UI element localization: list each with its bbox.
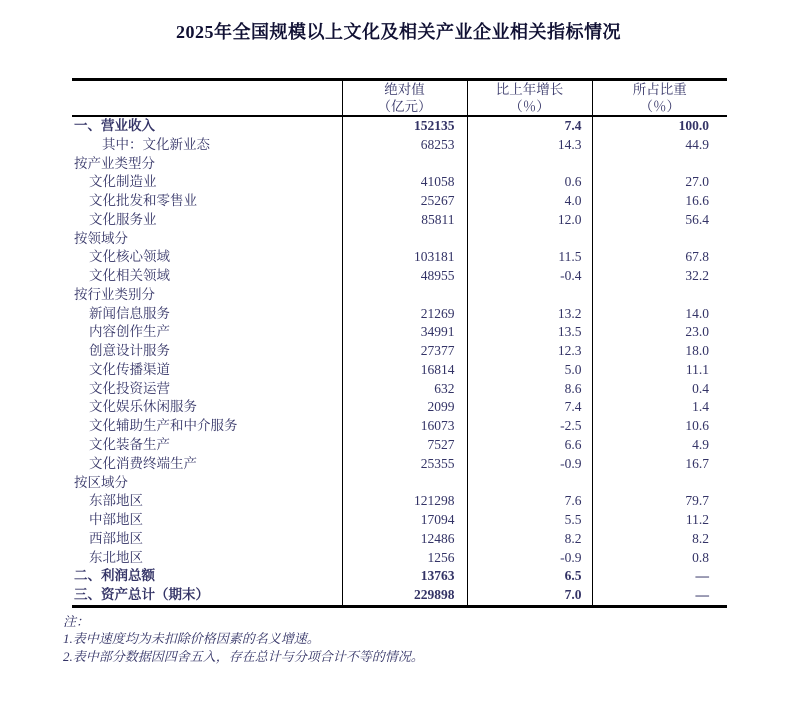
share-cell: 1.4 [592, 398, 727, 417]
row-label-cell: 东北地区 [89, 549, 143, 565]
header-cell-absolute-value [342, 80, 467, 117]
share-cell: 14.0 [592, 305, 727, 324]
row-label-cell: 文化装备生产 [89, 437, 170, 453]
table-row [72, 586, 727, 606]
note-item: 2.表中部分数据因四舍五入，存在总计与分项合计不等的情况。 [63, 648, 424, 664]
row-label-cell: 文化核心领域 [89, 249, 170, 265]
growth-cell: -0.4 [467, 267, 592, 286]
share-cell: 16.7 [592, 455, 727, 474]
table-row [72, 342, 727, 361]
absolute-value-cell: 34991 [342, 323, 467, 342]
absolute-value-cell: 41058 [342, 173, 467, 192]
indicators-table [72, 78, 727, 608]
share-cell: — [592, 586, 727, 606]
table-row [72, 530, 727, 549]
share-cell: 11.2 [592, 511, 727, 530]
share-cell: 23.0 [592, 323, 727, 342]
absolute-value-cell [342, 474, 467, 493]
absolute-value-cell: 21269 [342, 305, 467, 324]
growth-cell: 13.2 [467, 305, 592, 324]
table-row [72, 417, 727, 436]
table-row [72, 436, 727, 455]
growth-cell: 8.6 [467, 380, 592, 399]
row-label-cell: 文化消费终端生产 [89, 455, 197, 471]
share-cell: 32.2 [592, 267, 727, 286]
share-cell [592, 286, 727, 305]
share-cell: 0.8 [592, 549, 727, 568]
row-label-cell: 按领域分 [74, 230, 128, 246]
table-row [72, 286, 727, 305]
table-row [72, 211, 727, 230]
row-label-cell: 西部地区 [89, 530, 143, 546]
share-cell: 79.7 [592, 492, 727, 511]
row-label-cell: 中部地区 [89, 512, 143, 528]
absolute-value-cell: 16814 [342, 361, 467, 380]
growth-cell [467, 230, 592, 249]
table-row [72, 267, 727, 286]
note-item: 1.表中速度均为未扣除价格因素的名义增速。 [63, 631, 320, 647]
share-cell [592, 155, 727, 174]
header-line-1: 比上年增长 [495, 82, 564, 97]
absolute-value-cell: 2099 [342, 398, 467, 417]
row-label-cell: 其中：文化新业态 [102, 136, 210, 152]
row-label-cell: 文化批发和零售业 [89, 193, 197, 209]
header-line-1: 所占比重 [632, 82, 687, 97]
notes [63, 613, 797, 666]
header-line-2: （％） [509, 99, 550, 114]
share-cell: 18.0 [592, 342, 727, 361]
absolute-value-cell: 103181 [342, 248, 467, 267]
table-row [72, 511, 727, 530]
absolute-value-cell: 68253 [342, 136, 467, 155]
growth-cell: 14.3 [467, 136, 592, 155]
table-body [72, 116, 727, 606]
row-label-cell: 东部地区 [89, 493, 143, 509]
table-header-row [72, 80, 727, 117]
share-cell: 56.4 [592, 211, 727, 230]
share-cell: — [592, 567, 727, 586]
growth-cell: 6.5 [467, 567, 592, 586]
table-row [72, 305, 727, 324]
header-line-2: （％） [639, 99, 680, 114]
header-line-1: 绝对值 [384, 82, 425, 97]
absolute-value-cell: 1256 [342, 549, 467, 568]
header-cell-share [592, 80, 727, 117]
absolute-value-cell: 17094 [342, 511, 467, 530]
growth-cell: 7.6 [467, 492, 592, 511]
header-cell-indicator [72, 80, 342, 117]
table-row [72, 230, 727, 249]
table-row [72, 455, 727, 474]
growth-cell: 8.2 [467, 530, 592, 549]
growth-cell: -0.9 [467, 549, 592, 568]
growth-cell: 5.0 [467, 361, 592, 380]
row-label-cell: 新闻信息服务 [89, 305, 170, 321]
absolute-value-cell [342, 230, 467, 249]
share-cell [592, 230, 727, 249]
table-row [72, 192, 727, 211]
absolute-value-cell: 12486 [342, 530, 467, 549]
row-label-cell: 按区域分 [74, 474, 128, 490]
note-heading: 注： [63, 613, 90, 629]
header-line-2: （亿元） [377, 99, 432, 114]
absolute-value-cell: 152135 [342, 116, 467, 136]
absolute-value-cell: 27377 [342, 342, 467, 361]
table-row [72, 398, 727, 417]
table-row [72, 248, 727, 267]
row-label-cell: 文化辅助生产和中介服务 [89, 418, 238, 434]
absolute-value-cell: 16073 [342, 417, 467, 436]
growth-cell: -0.9 [467, 455, 592, 474]
absolute-value-cell [342, 286, 467, 305]
table-row [72, 323, 727, 342]
page-title: 2025年全国规模以上文化及相关产业企业相关指标情况 [176, 22, 621, 42]
absolute-value-cell [342, 155, 467, 174]
row-label-cell: 内容创作生产 [89, 324, 170, 340]
share-cell: 67.8 [592, 248, 727, 267]
table-row [72, 173, 727, 192]
absolute-value-cell: 13763 [342, 567, 467, 586]
row-label-cell: 文化传播渠道 [89, 361, 170, 377]
row-label-cell: 一、营业收入 [74, 118, 155, 133]
share-cell: 27.0 [592, 173, 727, 192]
share-cell: 100.0 [592, 116, 727, 136]
growth-cell: 4.0 [467, 192, 592, 211]
absolute-value-cell: 48955 [342, 267, 467, 286]
header-cell-growth [467, 80, 592, 117]
row-label-cell: 文化娱乐休闲服务 [89, 399, 197, 415]
growth-cell: 7.4 [467, 116, 592, 136]
growth-cell: 12.3 [467, 342, 592, 361]
growth-cell [467, 155, 592, 174]
row-label-cell: 二、利润总额 [74, 568, 155, 584]
growth-cell: 7.0 [467, 586, 592, 606]
share-cell: 44.9 [592, 136, 727, 155]
share-cell: 10.6 [592, 417, 727, 436]
table-row [72, 380, 727, 399]
growth-cell: 13.5 [467, 323, 592, 342]
row-label-cell: 文化相关领域 [89, 268, 170, 284]
table-row [72, 492, 727, 511]
share-cell: 11.1 [592, 361, 727, 380]
table-row [72, 567, 727, 586]
absolute-value-cell: 85811 [342, 211, 467, 230]
absolute-value-cell: 229898 [342, 586, 467, 606]
absolute-value-cell: 121298 [342, 492, 467, 511]
growth-cell: 0.6 [467, 173, 592, 192]
share-cell: 0.4 [592, 380, 727, 399]
table-row [72, 549, 727, 568]
share-cell: 8.2 [592, 530, 727, 549]
growth-cell: 5.5 [467, 511, 592, 530]
growth-cell [467, 474, 592, 493]
row-label-cell: 文化制造业 [89, 174, 157, 190]
absolute-value-cell: 632 [342, 380, 467, 399]
share-cell: 16.6 [592, 192, 727, 211]
table-row [72, 474, 727, 493]
table-row [72, 116, 727, 136]
table-row [72, 361, 727, 380]
growth-cell: 6.6 [467, 436, 592, 455]
growth-cell: 11.5 [467, 248, 592, 267]
row-label-cell: 创意设计服务 [89, 343, 170, 359]
table-row [72, 136, 727, 155]
growth-cell: 12.0 [467, 211, 592, 230]
absolute-value-cell: 25267 [342, 192, 467, 211]
absolute-value-cell: 7527 [342, 436, 467, 455]
growth-cell: 7.4 [467, 398, 592, 417]
share-cell [592, 474, 727, 493]
row-label-cell: 按产业类型分 [74, 155, 155, 171]
growth-cell [467, 286, 592, 305]
share-cell: 4.9 [592, 436, 727, 455]
absolute-value-cell: 25355 [342, 455, 467, 474]
growth-cell: -2.5 [467, 417, 592, 436]
row-label-cell: 文化服务业 [89, 211, 157, 227]
table-row [72, 155, 727, 174]
row-label-cell: 按行业类别分 [74, 286, 155, 302]
row-label-cell: 文化投资运营 [89, 380, 170, 396]
row-label-cell: 三、资产总计（期末） [74, 587, 209, 603]
